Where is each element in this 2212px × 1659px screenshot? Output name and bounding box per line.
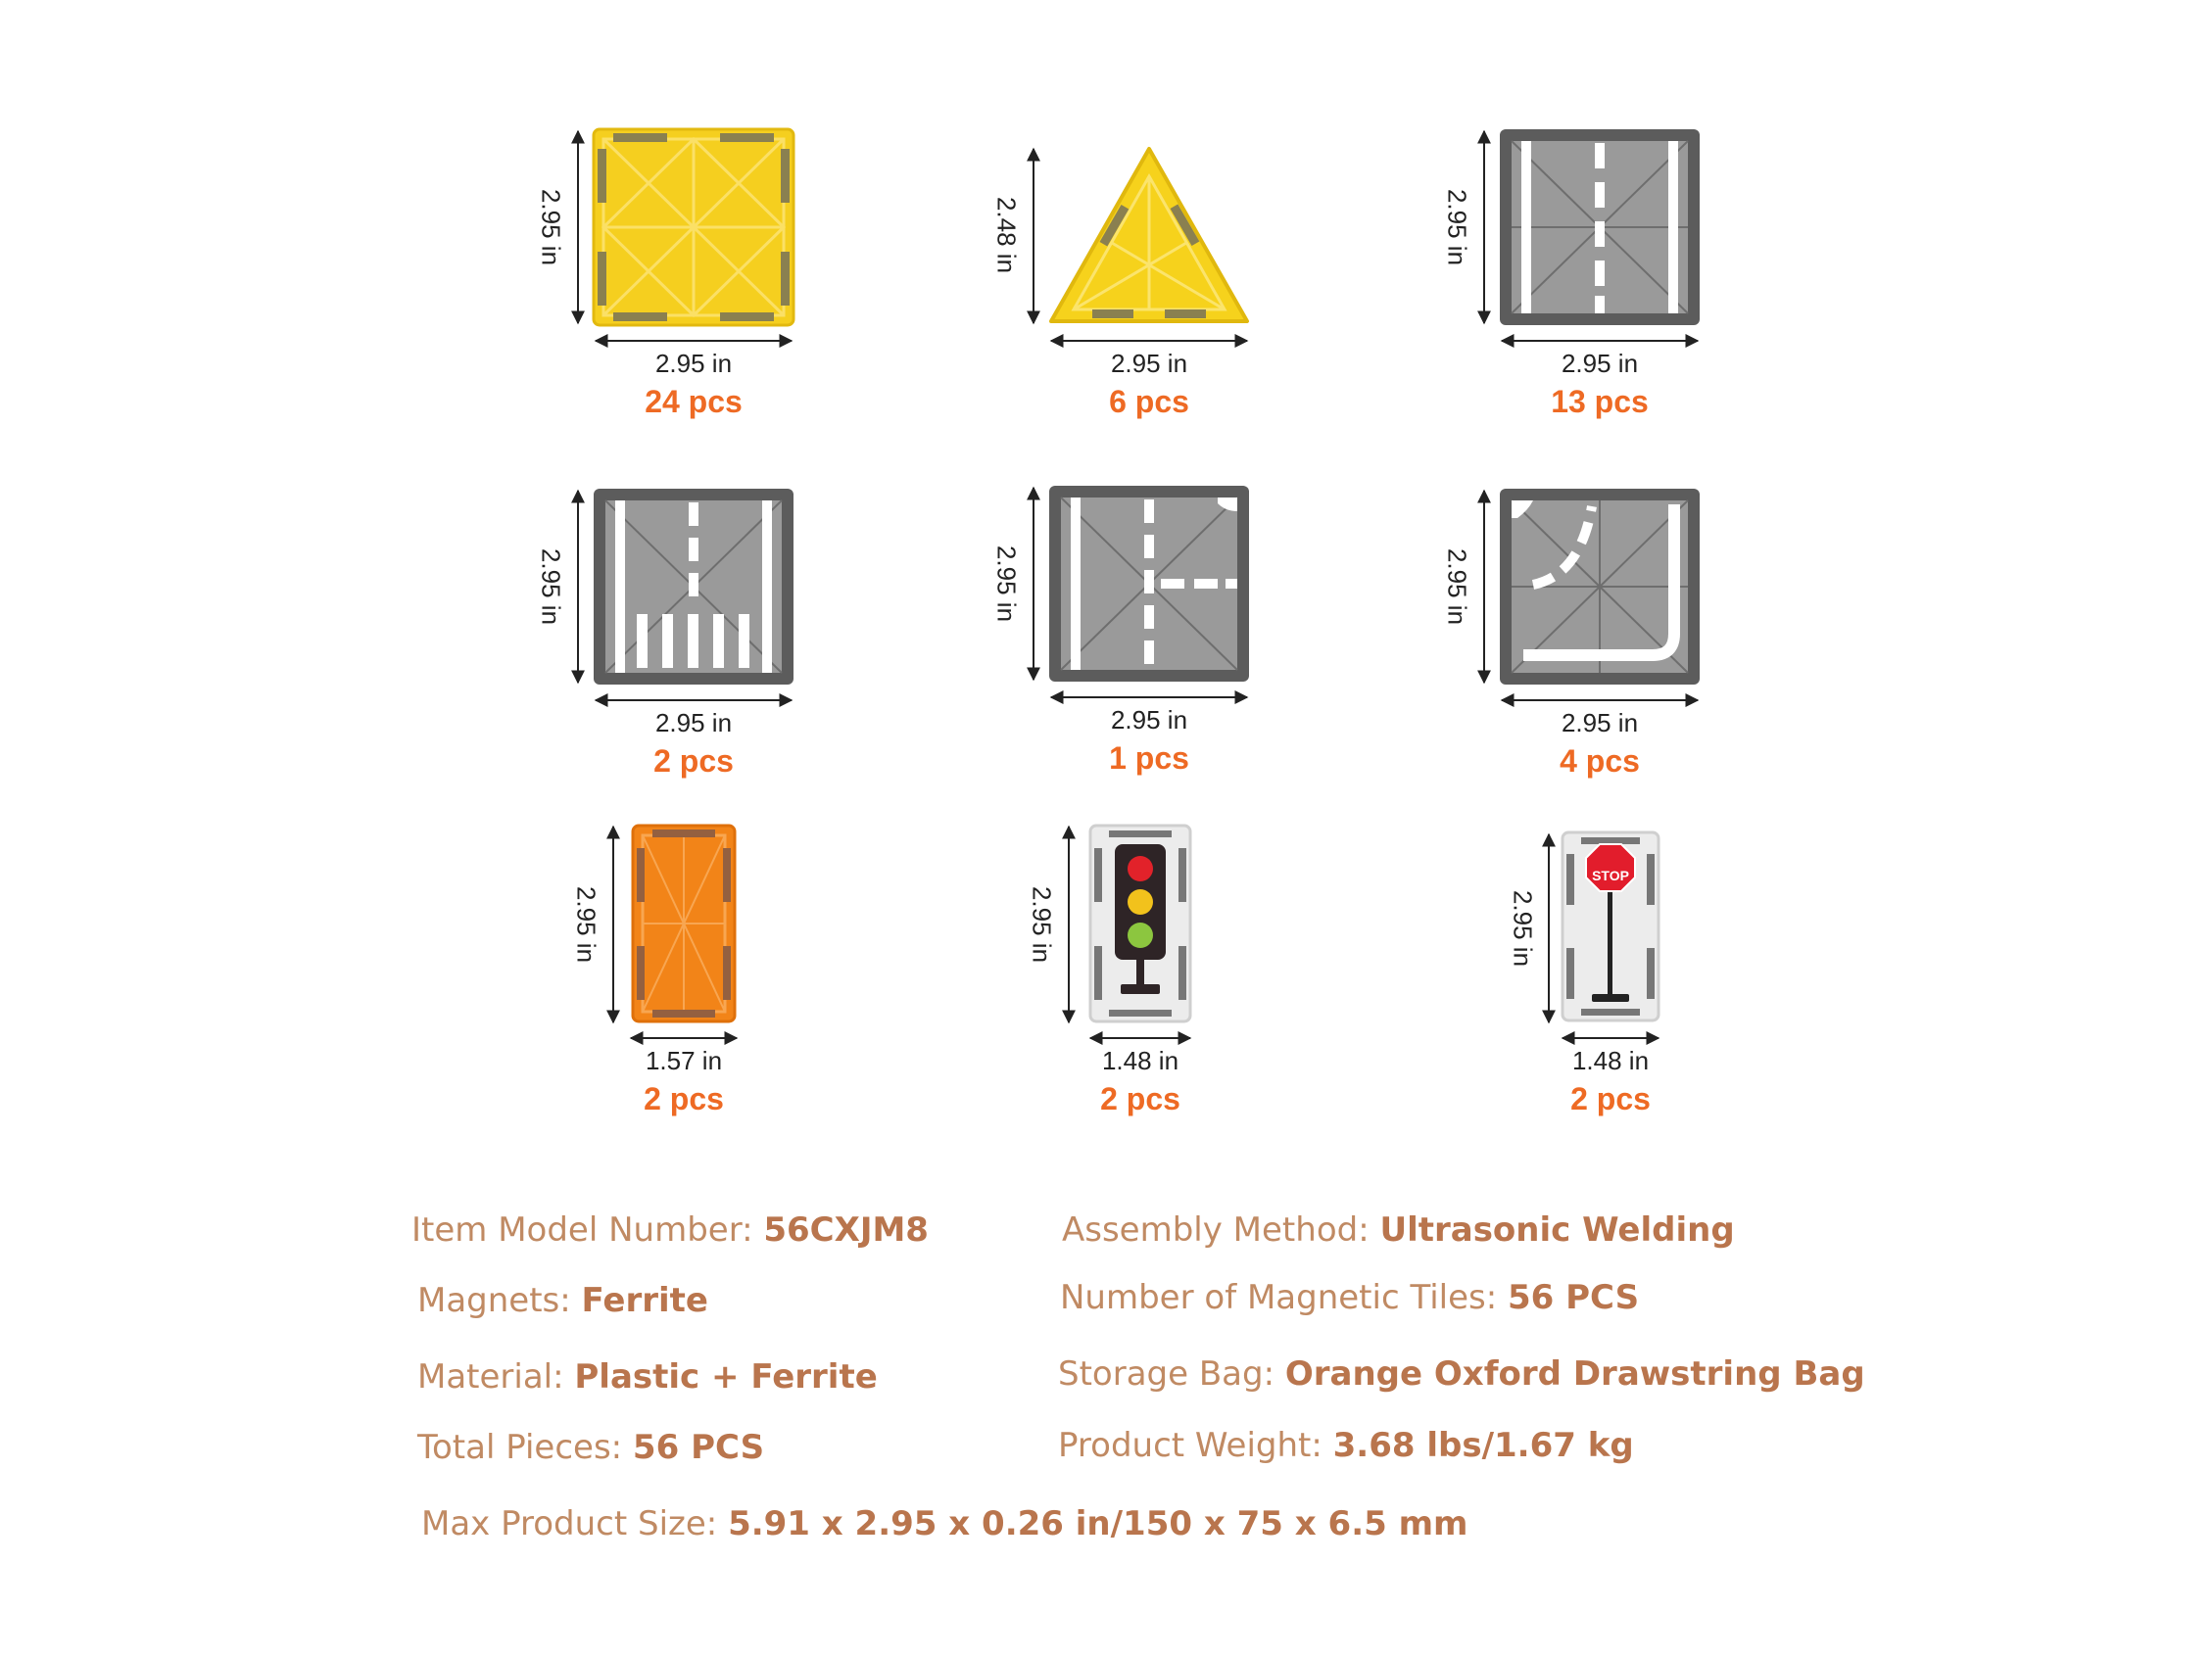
width-label: 2.95 in: [1110, 349, 1188, 378]
tile-yellow-triangle: [985, 127, 1278, 421]
width-label: 2.95 in: [1561, 349, 1639, 378]
height-label: 2.95 in: [571, 885, 601, 964]
spec-model: [411, 1210, 929, 1250]
spec-total: [417, 1428, 764, 1467]
tile-stop-sign: [1435, 823, 1729, 1126]
height-label: 2.95 in: [1027, 885, 1057, 964]
quantity-label: 24 pcs: [645, 384, 743, 419]
width-label: 1.48 in: [1101, 1046, 1179, 1075]
spec-label: Max Product Size:: [421, 1504, 729, 1543]
width-label: 2.95 in: [1561, 708, 1639, 737]
height-label: 2.48 in: [991, 196, 1022, 274]
height-label: 2.95 in: [1508, 889, 1538, 968]
tile-road-straight: [1435, 127, 1729, 421]
spec-value: Ferrite: [581, 1281, 708, 1320]
height-label: 2.95 in: [1442, 547, 1472, 626]
spec-label: Magnets:: [417, 1281, 582, 1320]
tile-orange-rectangle: [529, 823, 823, 1126]
quantity-label: 2 pcs: [1100, 1081, 1180, 1116]
width-label: 2.95 in: [654, 708, 733, 737]
height-label: 2.95 in: [1442, 188, 1472, 266]
spec-value: 5.91 x 2.95 x 0.26 in/150 x 75 x 6.5 mm: [728, 1504, 1468, 1543]
quantity-label: 4 pcs: [1560, 743, 1640, 779]
quantity-label: 13 pcs: [1551, 384, 1649, 419]
spec-storage: [1058, 1354, 1865, 1394]
spec-value: 56 PCS: [1507, 1278, 1640, 1317]
quantity-label: 1 pcs: [1109, 740, 1189, 776]
spec-label: Product Weight:: [1058, 1426, 1333, 1465]
tile-traffic-light: [985, 823, 1278, 1126]
stop-sign-text: STOP: [1592, 868, 1629, 883]
tile-road-crosswalk: [529, 487, 823, 781]
spec-assembly: [1062, 1210, 1735, 1250]
spec-material: [417, 1357, 878, 1397]
spec-value: Orange Oxford Drawstring Bag: [1284, 1354, 1865, 1394]
width-label: 2.95 in: [654, 349, 733, 378]
spec-size: [421, 1504, 1467, 1543]
tile-road-t-junction: [985, 484, 1278, 778]
spec-weight: [1058, 1426, 1634, 1465]
tile-yellow-square: [529, 127, 823, 421]
tile-road-curve: [1435, 487, 1729, 781]
spec-value: 56CXJM8: [763, 1210, 929, 1250]
quantity-label: 6 pcs: [1109, 384, 1189, 419]
quantity-label: 2 pcs: [644, 1081, 724, 1116]
spec-num-tiles: [1060, 1278, 1639, 1317]
width-label: 1.48 in: [1571, 1046, 1650, 1075]
width-label: 2.95 in: [1110, 705, 1188, 735]
spec-label: Number of Magnetic Tiles:: [1060, 1278, 1508, 1317]
spec-label: Storage Bag:: [1058, 1354, 1285, 1394]
quantity-label: 2 pcs: [653, 743, 734, 779]
spec-label: Material:: [417, 1357, 575, 1397]
width-label: 1.57 in: [645, 1046, 723, 1075]
height-label: 2.95 in: [991, 545, 1022, 623]
spec-value: Plastic + Ferrite: [574, 1357, 878, 1397]
spec-label: Assembly Method:: [1062, 1210, 1380, 1250]
height-label: 2.95 in: [536, 188, 566, 266]
spec-value: 3.68 lbs/1.67 kg: [1332, 1426, 1634, 1465]
spec-value: Ultrasonic Welding: [1379, 1210, 1735, 1250]
spec-label: Item Model Number:: [411, 1210, 764, 1250]
spec-value: 56 PCS: [632, 1428, 765, 1467]
quantity-label: 2 pcs: [1570, 1081, 1651, 1116]
height-label: 2.95 in: [536, 547, 566, 626]
spec-label: Total Pieces:: [417, 1428, 633, 1467]
spec-magnets: [417, 1281, 708, 1320]
